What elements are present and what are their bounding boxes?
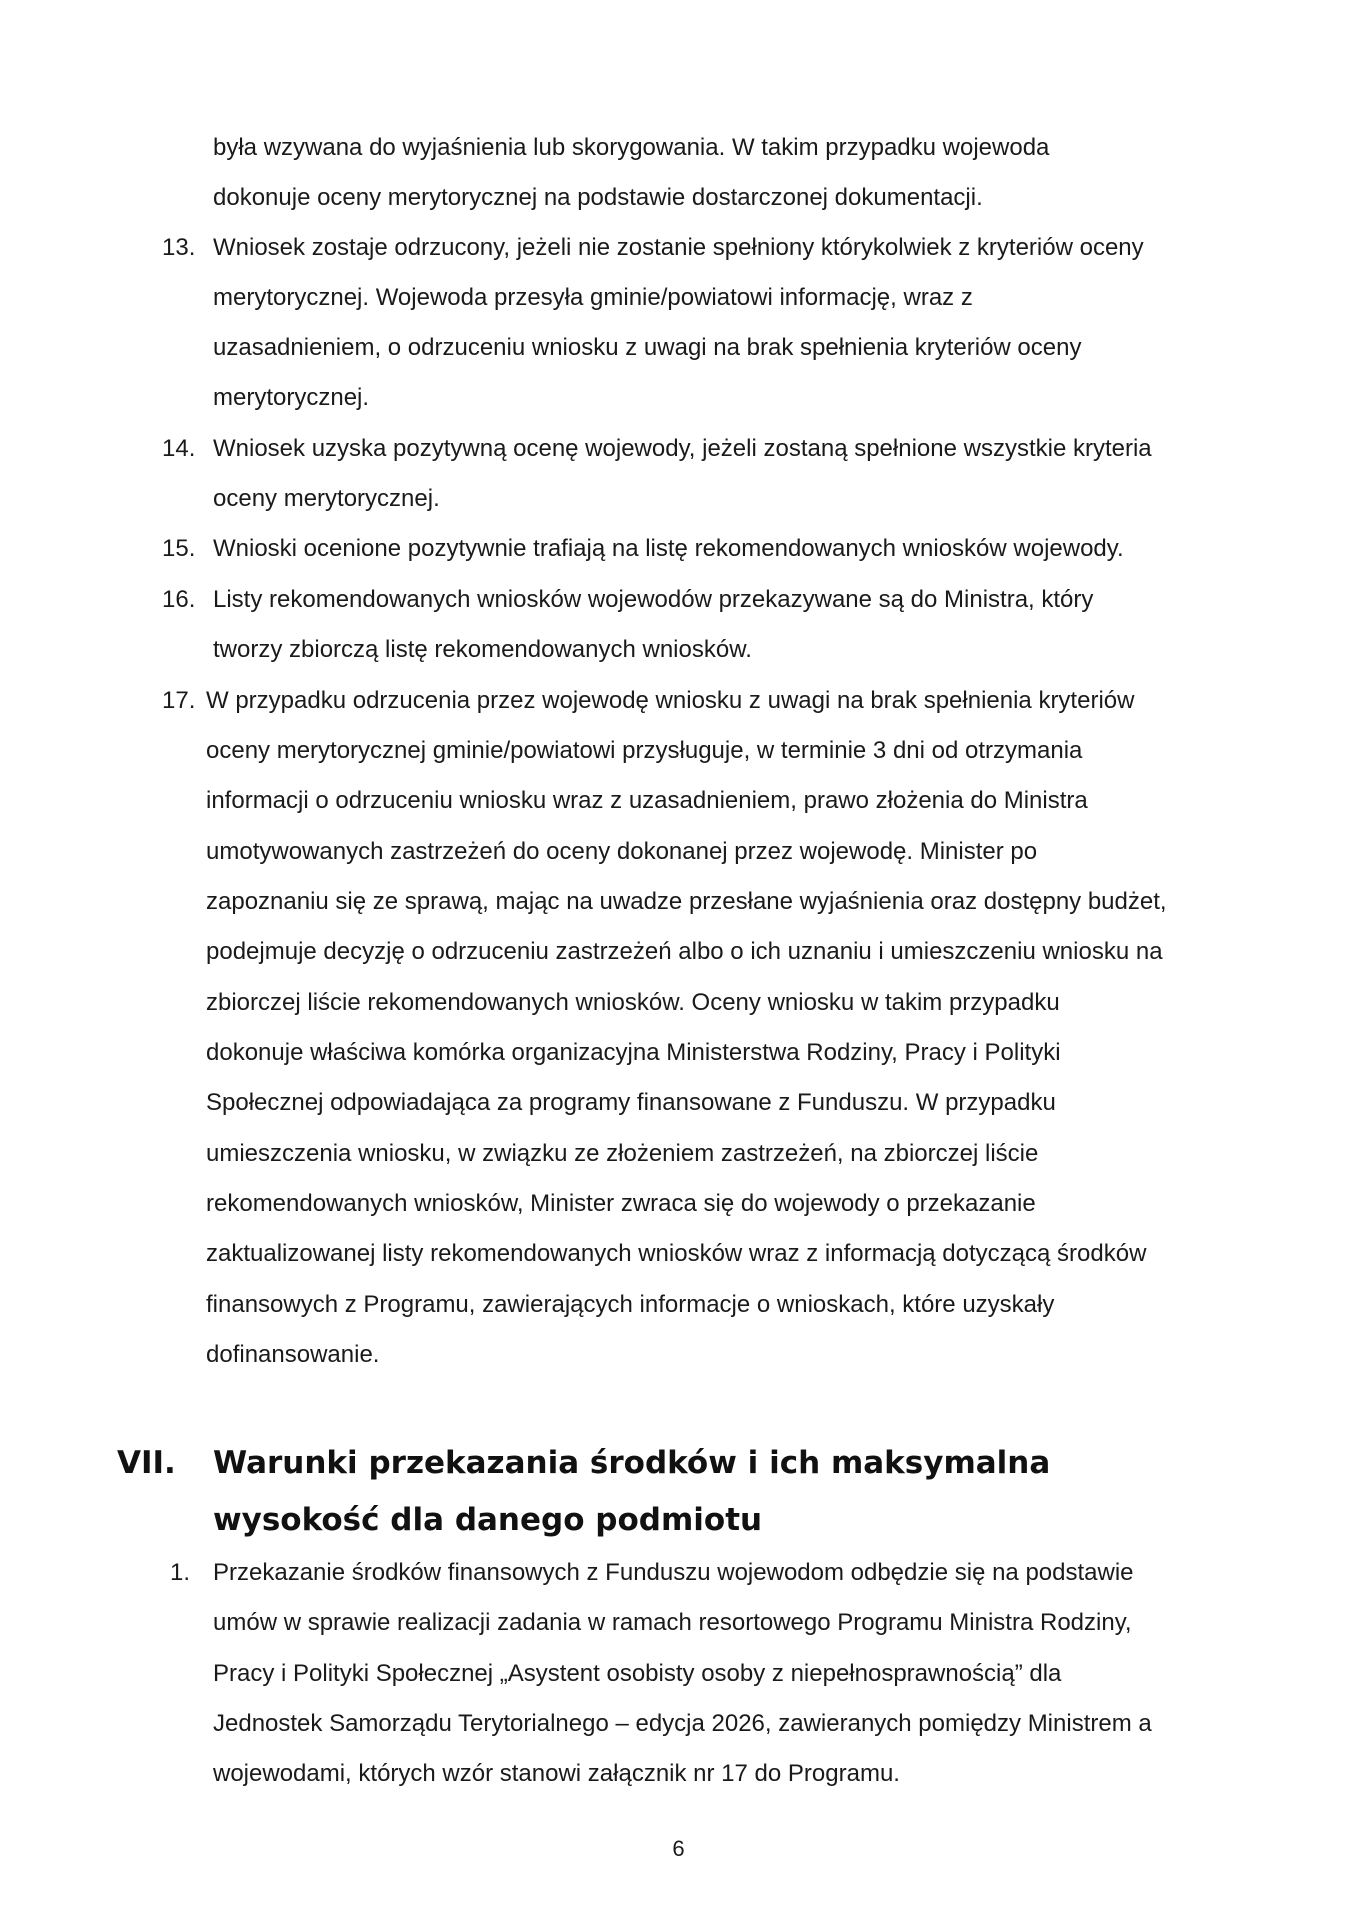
- list-item-number: 16.: [162, 586, 196, 613]
- page-number: 6: [672, 1836, 685, 1861]
- list-item-number: 13.: [162, 234, 196, 261]
- list-item-number: 15.: [162, 535, 196, 562]
- list-item-line: finansowych z Programu, zawierających informacje o wnioskach, które uzyskały: [206, 1291, 1055, 1318]
- list-item-line: uzasadnieniem, o odrzuceniu wniosku z uwagi na brak spełnienia kryteriów oceny: [213, 334, 1082, 361]
- list-item-number: 17.: [162, 687, 196, 714]
- list-item-line: zaktualizowanej listy rekomendowanych wniosków wraz z informacją dotyczącą środków: [206, 1240, 1147, 1267]
- list-item-line: podejmuje decyzję o odrzuceniu zastrzeżeń albo o ich uznaniu i umieszczeniu wniosku na: [206, 938, 1163, 965]
- list-item-line: Wniosek zostaje odrzucony, jeżeli nie zostanie spełniony którykolwiek z kryteriów oceny: [213, 234, 1144, 261]
- list-item-line: Wnioski ocenione pozytywnie trafiają na listę rekomendowanych wniosków wojewody.: [213, 535, 1124, 562]
- list-item-line: Społecznej odpowiadająca za programy finansowane z Funduszu. W przypadku: [206, 1089, 1056, 1116]
- list-item-line: zapoznaniu się ze sprawą, mając na uwadze przesłane wyjaśnienia oraz dostępny budżet,: [206, 888, 1167, 915]
- list-item-number: 1.: [170, 1559, 191, 1586]
- list-item-line: zbiorczej liście rekomendowanych wniosków. Oceny wniosku w takim przypadku: [206, 989, 1060, 1016]
- list-item-line: umieszczenia wniosku, w związku ze złożeniem zastrzeżeń, na zbiorczej liście: [206, 1140, 1039, 1167]
- list-item-line: Jednostek Samorządu Terytorialnego – edycja 2026, zawieranych pomiędzy Ministrem a: [213, 1710, 1152, 1737]
- list-item-line: wojewodami, których wzór stanowi załącznik nr 17 do Programu.: [213, 1760, 900, 1787]
- list-item-number: 14.: [162, 435, 196, 462]
- list-item-line: informacji o odrzuceniu wniosku wraz z uzasadnieniem, prawo złożenia do Ministra: [206, 787, 1088, 814]
- section-number: VII.: [117, 1445, 176, 1481]
- list-item-line: Pracy i Polityki Społecznej „Asystent osobisty osoby z niepełnosprawnością” dla: [213, 1660, 1062, 1687]
- list-item-line: dokonuje właściwa komórka organizacyjna Ministerstwa Rodziny, Pracy i Polityki: [206, 1039, 1061, 1066]
- section-heading-line: wysokość dla danego podmiotu: [213, 1502, 763, 1538]
- list-item-line: W przypadku odrzucenia przez wojewodę wniosku z uwagi na brak spełnienia kryteriów: [206, 687, 1135, 714]
- list-item-line: merytorycznej. Wojewoda przesyła gminie/powiatowi informację, wraz z: [213, 284, 973, 311]
- list-item-line: tworzy zbiorczą listę rekomendowanych wniosków.: [213, 636, 752, 663]
- list-item-line: umów w sprawie realizacji zadania w ramach resortowego Programu Ministra Rodziny,: [213, 1609, 1132, 1636]
- paragraph-line: dokonuje oceny merytorycznej na podstawie dostarczonej dokumentacji.: [213, 184, 983, 211]
- list-item-line: Listy rekomendowanych wniosków wojewodów przekazywane są do Ministra, który: [213, 586, 1094, 613]
- list-item-line: oceny merytorycznej gminie/powiatowi przysługuje, w terminie 3 dni od otrzymania: [206, 737, 1083, 764]
- list-item-line: Przekazanie środków finansowych z Funduszu wojewodom odbędzie się na podstawie: [213, 1559, 1134, 1586]
- list-item-line: oceny merytorycznej.: [213, 485, 440, 512]
- paragraph-line: była wzywana do wyjaśnienia lub skorygowania. W takim przypadku wojewoda: [213, 134, 1050, 161]
- list-item-line: dofinansowanie.: [206, 1341, 380, 1368]
- list-item-line: rekomendowanych wniosków, Minister zwraca się do wojewody o przekazanie: [206, 1190, 1036, 1217]
- list-item-line: merytorycznej.: [213, 384, 370, 411]
- list-item-line: Wniosek uzyska pozytywną ocenę wojewody, jeżeli zostaną spełnione wszystkie kryteria: [213, 435, 1152, 462]
- section-heading-line: Warunki przekazania środków i ich maksymalna: [213, 1445, 1051, 1481]
- list-item-line: umotywowanych zastrzeżeń do oceny dokonanej przez wojewodę. Minister po: [206, 838, 1038, 865]
